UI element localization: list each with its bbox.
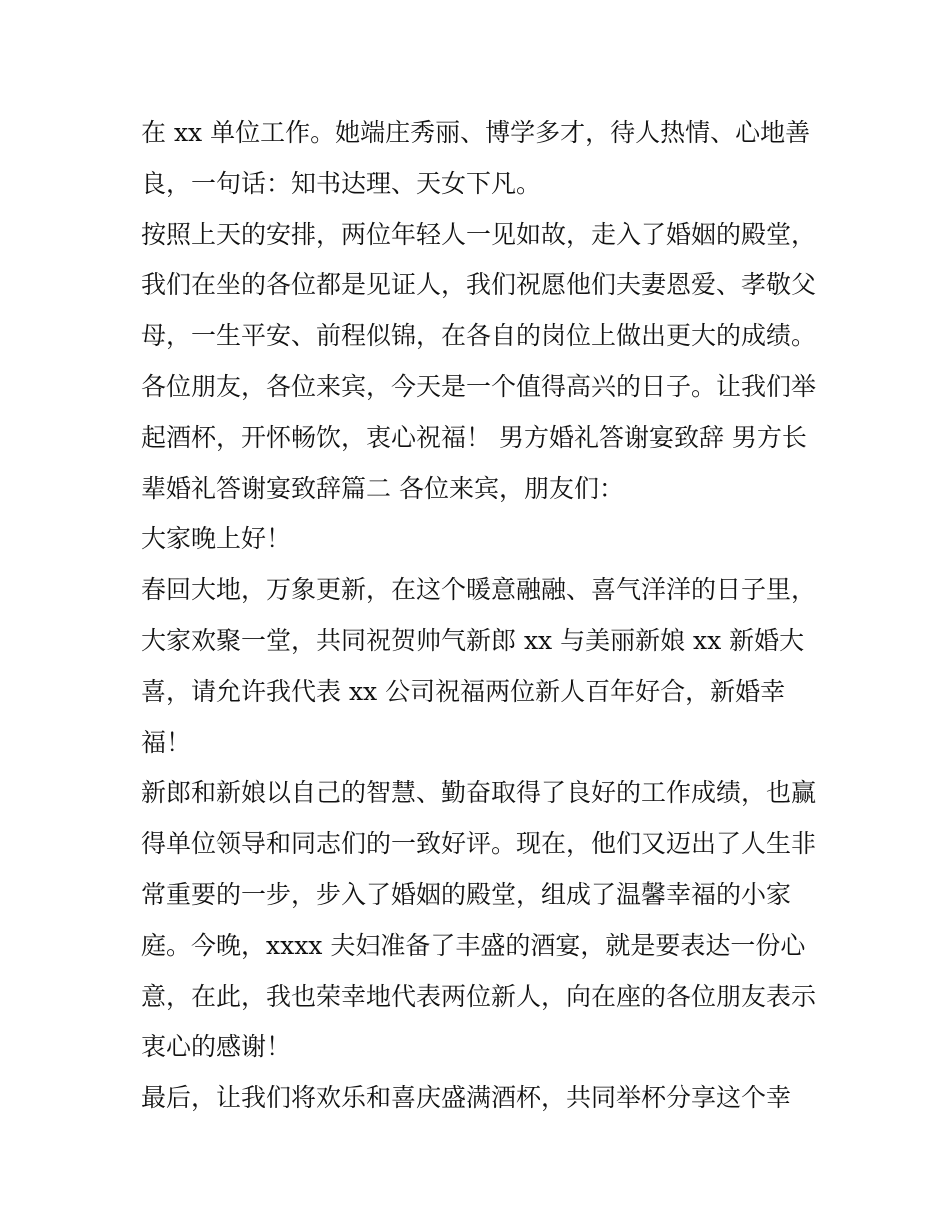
text-line: 春回大地，万象更新，在这个暖意融融、喜气洋洋的日子里， bbox=[141, 575, 817, 605]
speech-text-body bbox=[141, 108, 821, 1124]
text-line: 大家晚上好！ bbox=[141, 524, 292, 554]
text-line: 母，一生平安、前程似锦，在各自的岗位上做出更大的成绩。 bbox=[141, 321, 817, 351]
text-line: 各位朋友，各位来宾，今天是一个值得高兴的日子。让我们举 bbox=[141, 371, 817, 401]
text-line: 按照上天的安排，两位年轻人一见如故，走入了婚姻的殿堂， bbox=[141, 219, 817, 249]
text-line: 新郎和新娘以自己的智慧、勤奋取得了良好的工作成绩，也赢 bbox=[141, 778, 817, 808]
text-line: 意，在此，我也荣幸地代表两位新人，向在座的各位朋友表示 bbox=[141, 981, 817, 1011]
text-line: 起酒杯，开怀畅饮，衷心祝福！ 男方婚礼答谢宴致辞 男方长 bbox=[141, 422, 807, 452]
text-line: 衷心的感谢！ bbox=[141, 1032, 292, 1062]
text-line: 福！ bbox=[141, 727, 192, 757]
text-line: 我们在坐的各位都是见证人，我们祝愿他们夫妻恩爱、孝敬父 bbox=[141, 270, 817, 300]
text-line: 辈婚礼答谢宴致辞篇二 各位来宾，朋友们： bbox=[141, 473, 624, 503]
text-line: 常重要的一步，步入了婚姻的殿堂，组成了温馨幸福的小家 bbox=[141, 879, 792, 909]
text-line: 庭。今晚，xxxx 夫妇准备了丰盛的酒宴，就是要表达一份心 bbox=[141, 930, 806, 960]
text-line: 得单位领导和同志们的一致好评。现在，他们又迈出了人生非 bbox=[141, 829, 817, 859]
text-line: 大家欢聚一堂，共同祝贺帅气新郎 xx 与美丽新娘 xx 新婚大 bbox=[141, 625, 805, 655]
text-line: 在 xx 单位工作。她端庄秀丽、博学多才，待人热情、心地善 bbox=[141, 118, 811, 147]
text-line: 喜，请允许我代表 xx 公司祝福两位新人百年好合，新婚幸 bbox=[141, 676, 786, 706]
text-line: 良，一句话：知书达理、天女下凡。 bbox=[141, 168, 542, 198]
text-line: 最后，让我们将欢乐和喜庆盛满酒杯，共同举杯分享这个幸 bbox=[141, 1083, 792, 1113]
